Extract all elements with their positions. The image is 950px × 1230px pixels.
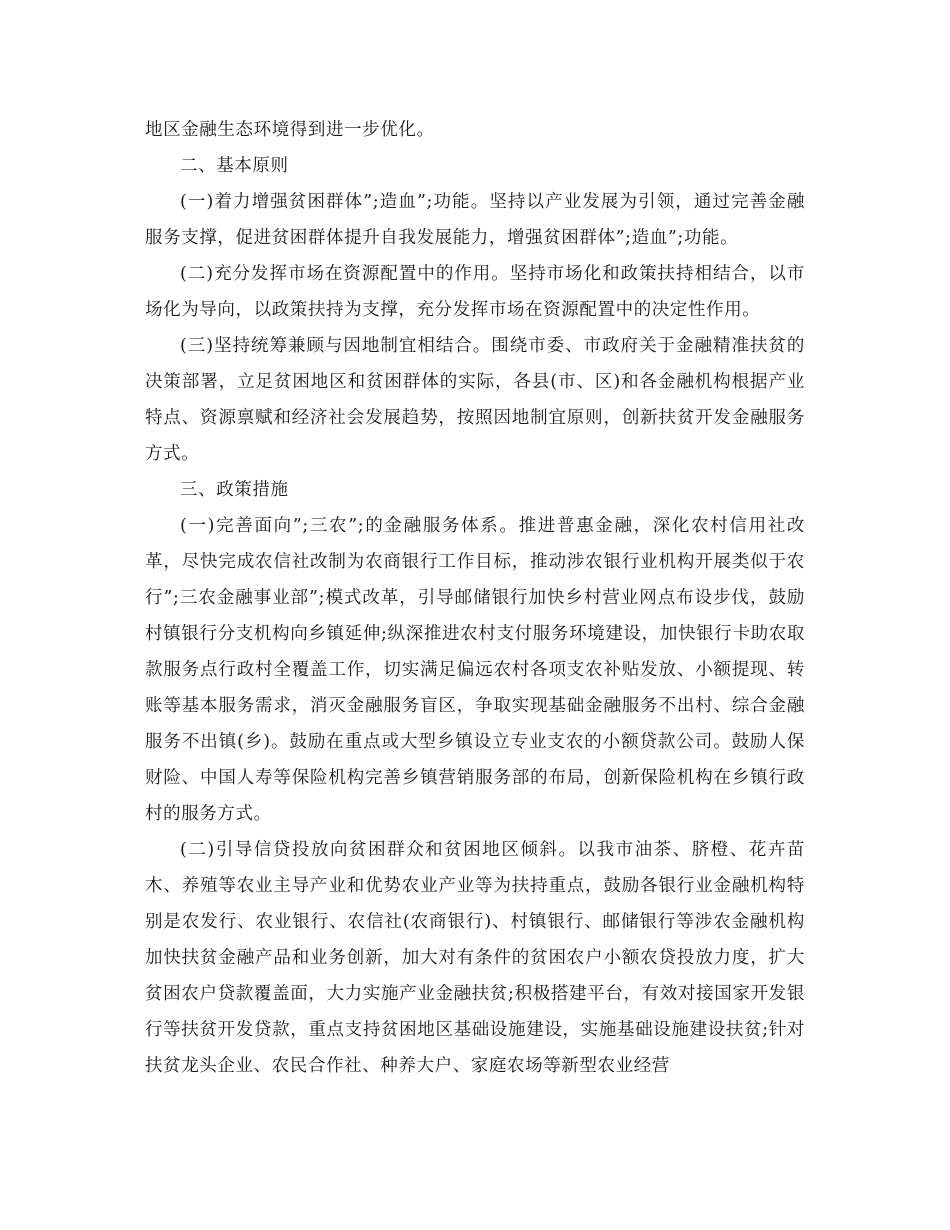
section-heading-policy-measures: 三、政策措施	[180, 480, 289, 500]
paragraph-principle-2: (二)充分发挥市场在资源配置中的作用。坚持市场化和政策扶持相结合，以市场化为导向，以政策扶持为支撑，充分发挥市场在资源配置中的决定性作用。	[145, 264, 805, 320]
section-heading-basic-principles: 二、基本原则	[180, 156, 289, 176]
paragraph-principle-3: (三)坚持统筹兼顾与因地制宜相结合。围绕市委、市政府关于金融精准扶贫的决策部署，立足贫困地区和贫困群体的实际，各县(市、区)和各金融机构根据产业特点、资源禀赋和经济社会发展趋势，按照因地制宜原则，创新扶贫开发金融服务方式。	[145, 336, 805, 464]
document-body	[145, 112, 805, 1084]
paragraph-principle-1: (一)着力增强贫困群体”;造血”;功能。坚持以产业发展为引领，通过完善金融服务支撑，促进贫困群体提升自我发展能力，增强贫困群体”;造血”;功能。	[145, 192, 805, 248]
paragraph-intro: 地区金融生态环境得到进一步优化。	[145, 120, 435, 140]
paragraph-measure-2: (二)引导信贷投放向贫困群众和贫困地区倾斜。以我市油茶、脐橙、花卉苗木、养殖等农业主导产业和优势农业产业等为扶持重点，鼓励各银行业金融机构特别是农发行、农业银行、农信社(农商银行)、村镇银行、邮储银行等涉农金融机构加快扶贫金融产品和业务创新，加大对有条件的贫困农户小额农贷投放力度，扩大贫困农户贷款覆盖面，大力实施产业金融扶贫;积极搭建平台，有效对接国家开发银行等扶贫开发贷款，重点支持贫困地区基础设施建设，实施基础设施建设扶贫;针对扶贫龙头企业、农民合作社、种养大户、家庭农场等新型农业经营	[145, 840, 805, 1076]
paragraph-measure-1: (一)完善面向”;三农”;的金融服务体系。推进普惠金融，深化农村信用社改革，尽快完成农信社改制为农商银行工作目标，推动涉农银行业机构开展类似于农行”;三农金融事业部”;模式改革，引导邮储银行加快乡村营业网点布设步伐，鼓励村镇银行分支机构向乡镇延伸;纵深推进农村支付服务环境建设，加快银行卡助农取款服务点行政村全覆盖工作，切实满足偏远农村各项支农补贴发放、小额提现、转账等基本服务需求，消灭金融服务盲区，争取实现基础金融服务不出村、综合金融服务不出镇(乡)。鼓励在重点或大型乡镇设立专业支农的小额贷款公司。鼓励人保财险、中国人寿等保险机构完善乡镇营销服务部的布局，创新保险机构在乡镇行政村的服务方式。	[145, 516, 805, 824]
